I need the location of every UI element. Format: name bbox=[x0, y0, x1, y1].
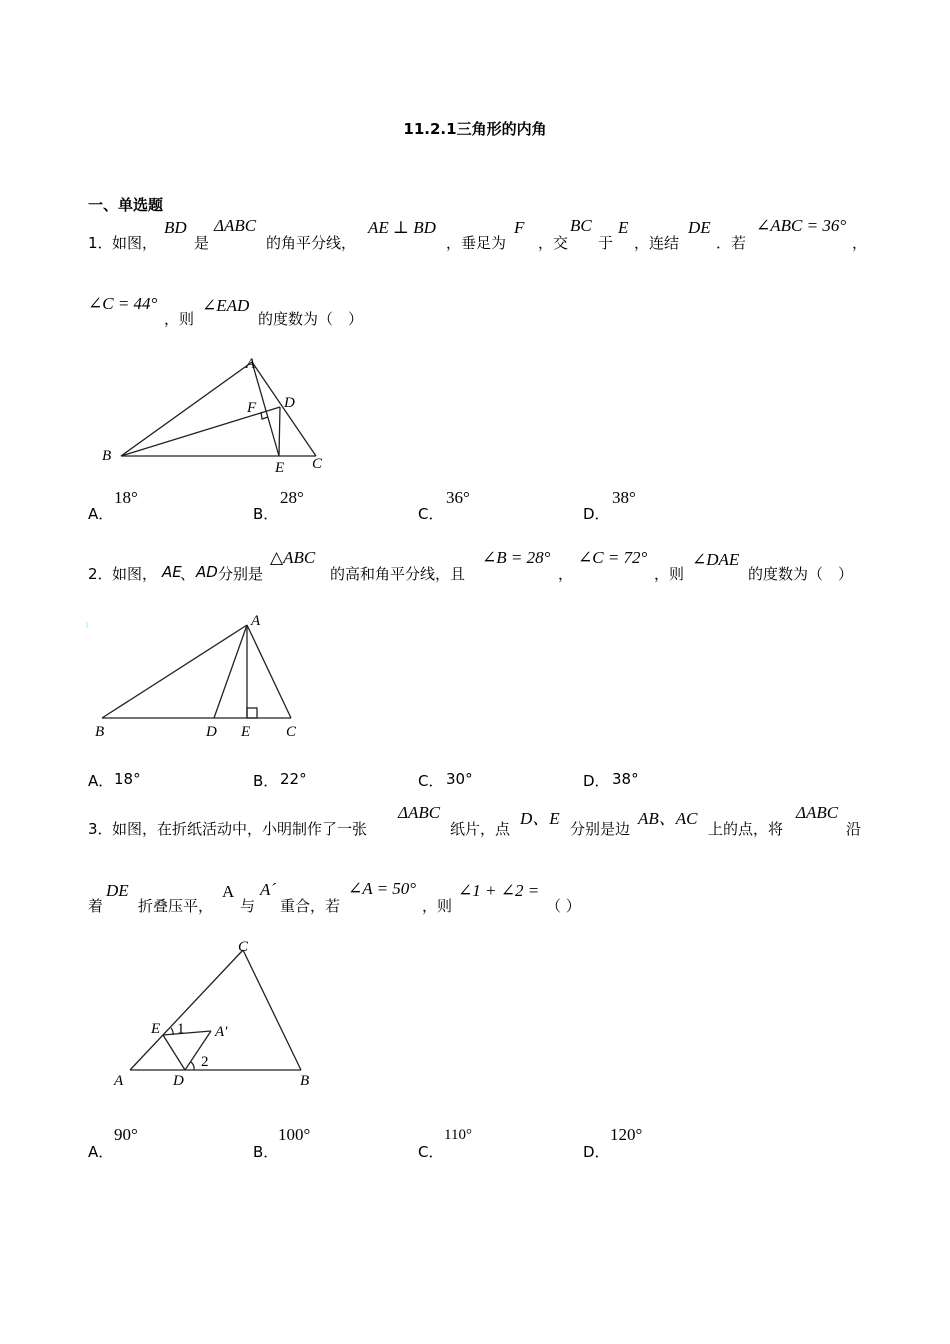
q3-math-triangle: ΔABC bbox=[398, 803, 441, 822]
q1-math-angle-c: ∠C = 44° bbox=[88, 294, 158, 313]
q3-text: 分别是边 bbox=[570, 820, 631, 838]
q2-ae: AE bbox=[162, 563, 182, 581]
q2-option-d-value[interactable]: 38° bbox=[612, 770, 639, 788]
q3-text: 如图，在折纸活动中，小明制作了一张 bbox=[112, 820, 368, 838]
q2-option-c-value[interactable]: 30° bbox=[446, 770, 473, 788]
q2-label-a: A bbox=[251, 613, 261, 629]
q1-math-perp: AE ⊥ BD bbox=[368, 218, 436, 237]
q3-option-a-value[interactable]: 90° bbox=[114, 1125, 138, 1144]
q2-text: 分别是 bbox=[218, 565, 264, 583]
q3-line-ac bbox=[130, 950, 243, 1070]
q2-label-c: C bbox=[286, 724, 297, 740]
q3-option-c-value[interactable]: 110° bbox=[444, 1127, 472, 1143]
q2-line-ac bbox=[247, 625, 291, 718]
q2-ad: AD bbox=[196, 563, 218, 581]
q1-math-bc: BC bbox=[570, 216, 592, 235]
q2-line-ad bbox=[214, 625, 247, 718]
q3-math-sum: ∠1 + ∠2 = bbox=[458, 881, 540, 900]
q3-option-c-letter[interactable]: C． bbox=[418, 1143, 444, 1161]
q3-line-ea-prime bbox=[163, 1031, 211, 1035]
q2-option-b-letter[interactable]: B． bbox=[253, 772, 279, 790]
q1-text: 于 bbox=[598, 234, 614, 252]
q1-text: ，则 bbox=[164, 310, 195, 328]
q1-option-a-value[interactable]: 18° bbox=[114, 488, 138, 507]
q1-text: ．若 bbox=[716, 234, 747, 252]
q2-option-b-value[interactable]: 22° bbox=[280, 770, 307, 788]
q3-text: 沿 bbox=[846, 820, 862, 838]
q3-math-de: DE bbox=[106, 881, 129, 900]
q3-label-e: E bbox=[151, 1021, 161, 1037]
q1-option-d-letter[interactable]: D． bbox=[583, 505, 610, 523]
q1-text: ，交 bbox=[538, 234, 569, 252]
q3-number: 3． bbox=[88, 820, 113, 838]
q1-text: ，连结 bbox=[634, 234, 680, 252]
q1-text: 是 bbox=[194, 234, 210, 252]
section-heading: 一、单选题 bbox=[88, 196, 164, 214]
q1-label-c: C bbox=[312, 456, 323, 472]
q3-text: 折叠压平， bbox=[138, 897, 214, 915]
q3-figure bbox=[105, 932, 325, 1092]
q3-option-d-value[interactable]: 120° bbox=[610, 1125, 643, 1144]
q3-math-ab-ac: AB、AC bbox=[638, 809, 698, 828]
q2-option-d-letter[interactable]: D． bbox=[583, 772, 610, 790]
q3-text: 纸片，点 bbox=[450, 820, 511, 838]
q1-math-triangle: ΔABC bbox=[214, 216, 257, 235]
q3-text: ，则 bbox=[422, 897, 453, 915]
q1-text: 的度数为（ ） bbox=[258, 310, 364, 328]
q2-text: 、 bbox=[180, 565, 196, 583]
q2-line-ba bbox=[102, 625, 247, 718]
q3-label-b: B bbox=[300, 1073, 310, 1089]
q2-label-d: D bbox=[206, 724, 217, 740]
q3-text: 着 bbox=[88, 897, 104, 915]
q3-math-angle-a: ∠A = 50° bbox=[348, 879, 417, 898]
q3-math-triangle-2: ΔABC bbox=[796, 803, 839, 822]
q1-option-c-value[interactable]: 36° bbox=[446, 488, 470, 507]
q1-option-b-letter[interactable]: B． bbox=[253, 505, 279, 523]
q1-math-angle-ead: ∠EAD bbox=[202, 296, 250, 315]
q3-text: 上的点，将 bbox=[708, 820, 784, 838]
q2-text: 的高和角平分线，且 bbox=[330, 565, 466, 583]
q1-text: 的角平分线， bbox=[266, 234, 357, 252]
q3-label-2: 2 bbox=[201, 1054, 209, 1070]
q1-text: 如图， bbox=[112, 234, 158, 252]
q1-math-bd: BD bbox=[164, 218, 187, 237]
q1-label-d: D bbox=[284, 395, 295, 411]
q3-option-b-letter[interactable]: B． bbox=[253, 1143, 279, 1161]
q2-text: ，则 bbox=[654, 565, 685, 583]
q2-option-a-value[interactable]: 18° bbox=[114, 770, 141, 788]
q1-label-f: F bbox=[247, 400, 257, 416]
q1-label-e: E bbox=[275, 460, 285, 476]
q2-option-c-letter[interactable]: C． bbox=[418, 772, 444, 790]
q1-option-b-value[interactable]: 28° bbox=[280, 488, 304, 507]
q2-math-angle-c: ∠C = 72° bbox=[578, 548, 648, 567]
q3-option-d-letter[interactable]: D． bbox=[583, 1143, 610, 1161]
q2-right-angle-mark bbox=[247, 708, 257, 718]
q3-label-d: D bbox=[173, 1073, 184, 1089]
q3-text: （ ） bbox=[546, 897, 581, 915]
q3-math-d-e: D、E bbox=[520, 809, 560, 828]
q1-line-de bbox=[279, 407, 280, 456]
q1-text: ， bbox=[852, 234, 868, 252]
q3-label-a: A bbox=[114, 1073, 124, 1089]
page-title: 11.2.1三角形的内角 bbox=[403, 120, 547, 138]
q3-angle-2-arc bbox=[191, 1062, 194, 1070]
q1-label-b: B bbox=[102, 448, 112, 464]
q1-label-a: A bbox=[246, 356, 256, 372]
q3-option-b-value[interactable]: 100° bbox=[278, 1125, 311, 1144]
q1-math-de: DE bbox=[688, 218, 711, 237]
q3-label-1: 1 bbox=[177, 1021, 185, 1037]
q2-label-e: E bbox=[241, 724, 251, 740]
q2-math-triangle: △ABC bbox=[270, 548, 316, 567]
q2-label-b: B bbox=[95, 724, 105, 740]
q2-option-a-letter[interactable]: A． bbox=[88, 772, 114, 790]
q2-text: 如图， bbox=[112, 565, 158, 583]
q3-math-a: A bbox=[222, 882, 235, 901]
q1-figure bbox=[90, 350, 340, 480]
q3-line-ed bbox=[163, 1035, 185, 1070]
q1-option-a-letter[interactable]: A． bbox=[88, 505, 114, 523]
q3-option-a-letter[interactable]: A． bbox=[88, 1143, 114, 1161]
q2-text: ， bbox=[558, 565, 574, 583]
q1-option-c-letter[interactable]: C． bbox=[418, 505, 444, 523]
q2-math-angle-dae: ∠DAE bbox=[692, 550, 740, 569]
q1-math-e: E bbox=[618, 218, 629, 237]
q1-option-d-value[interactable]: 38° bbox=[612, 488, 636, 507]
q1-math-f: F bbox=[514, 218, 525, 237]
q3-line-cb bbox=[243, 950, 301, 1070]
q1-text: ，垂足为 bbox=[446, 234, 507, 252]
q3-label-c: C bbox=[238, 939, 249, 955]
q1-line-ba bbox=[121, 362, 252, 456]
q3-math-a-prime: A´ bbox=[260, 880, 277, 899]
q2-math-angle-b: ∠B = 28° bbox=[482, 548, 551, 567]
q2-figure bbox=[85, 608, 315, 748]
q3-label-a-prime: A′ bbox=[215, 1024, 228, 1040]
q1-math-angle-abc: ∠ABC = 36° bbox=[756, 216, 847, 235]
q3-text: 与 bbox=[240, 897, 256, 915]
q1-number: 1． bbox=[88, 234, 113, 252]
q2-number: 2． bbox=[88, 565, 113, 583]
q3-text: 重合，若 bbox=[280, 897, 341, 915]
q2-text: 的度数为（ ） bbox=[748, 565, 854, 583]
